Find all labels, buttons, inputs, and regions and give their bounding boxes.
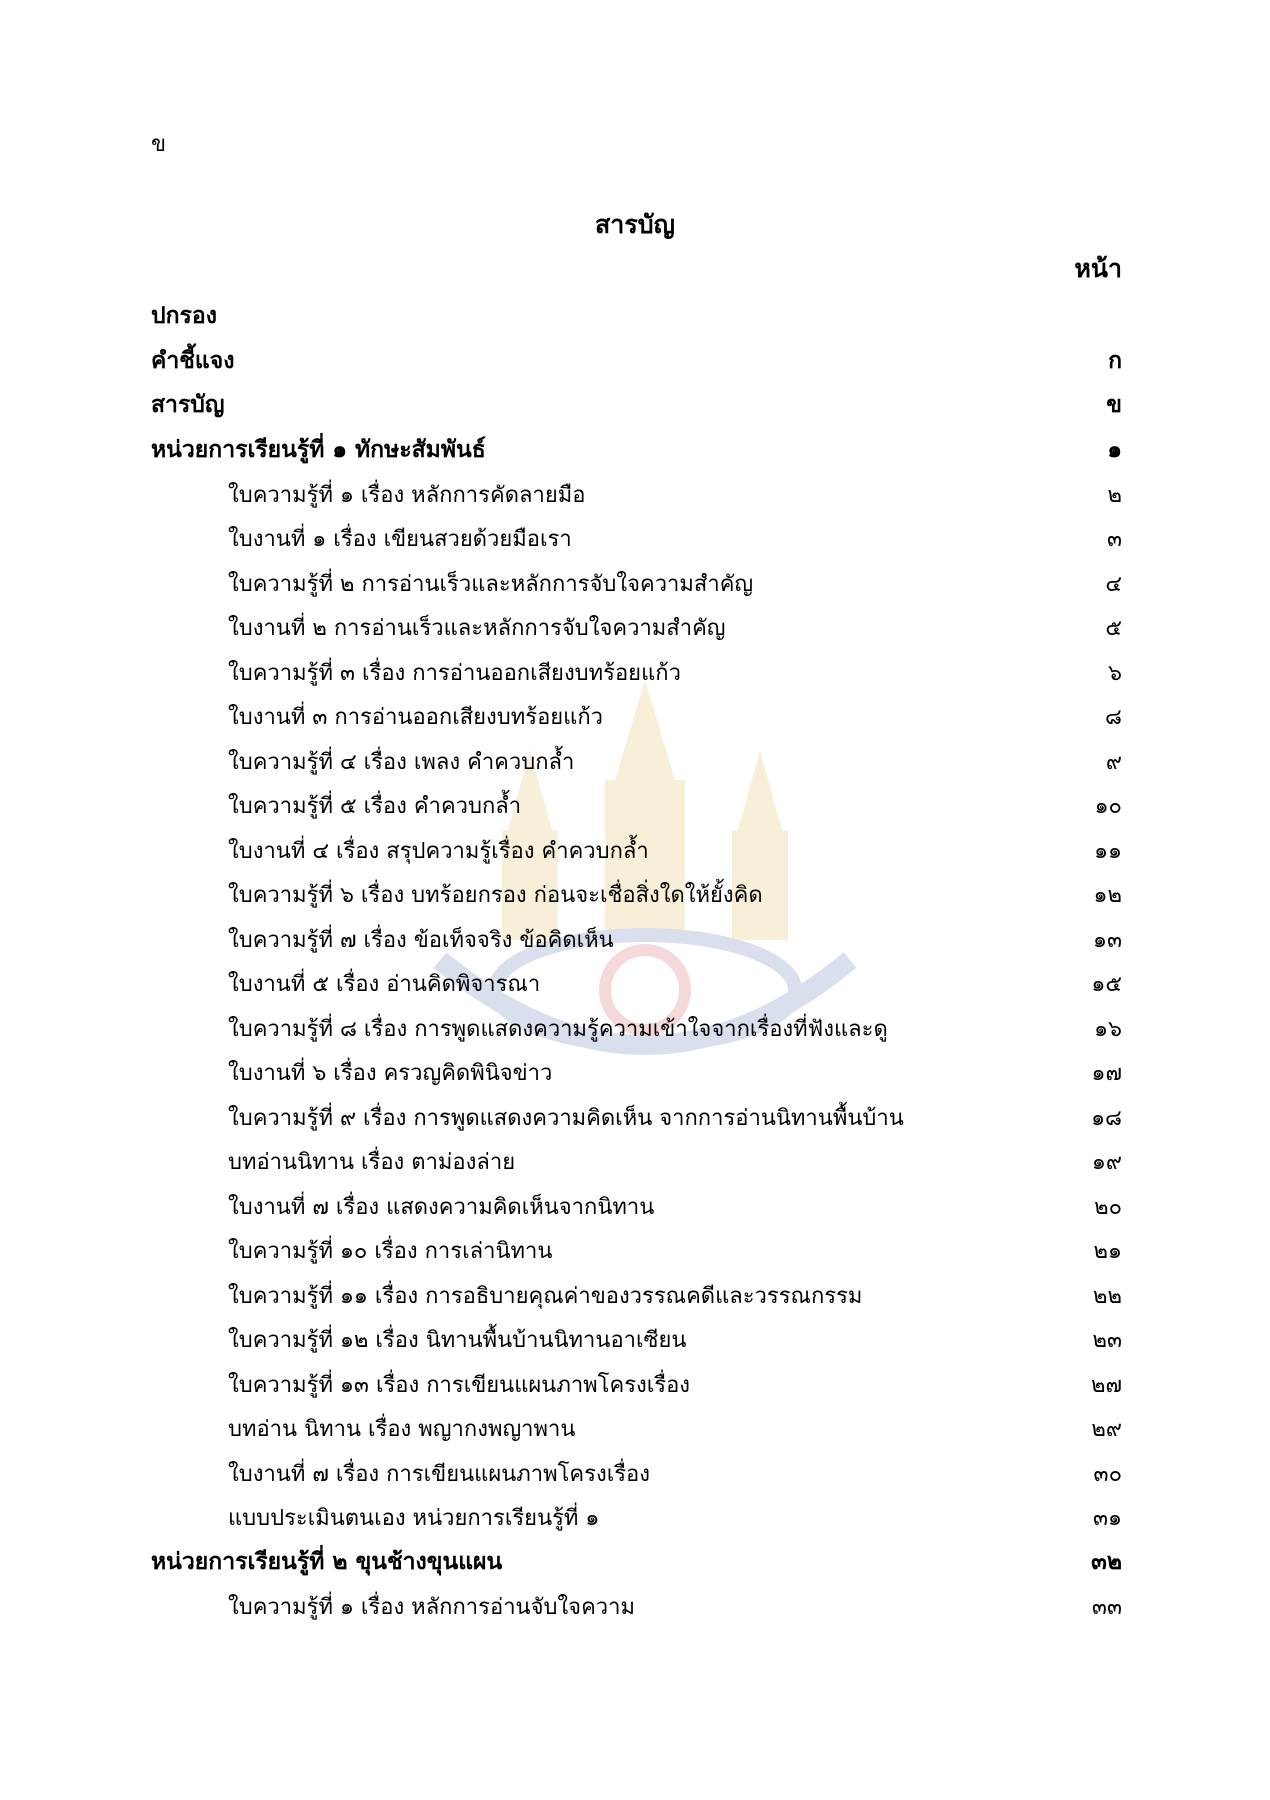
toc-page-number: ๒๙ <box>1091 1417 1122 1443</box>
toc-item-row <box>151 828 1122 873</box>
toc-entry-label: บทอ่านนิทาน เรื่อง ตาม่องล่าย <box>228 1150 516 1176</box>
toc-page-number: ๘ <box>1105 705 1122 731</box>
page-column-header: หน้า <box>1074 254 1122 283</box>
toc-page-number: ๓ <box>1106 527 1122 553</box>
toc-item-row <box>151 606 1122 651</box>
toc-item-row <box>151 695 1122 740</box>
toc-item-row <box>151 873 1122 918</box>
toc-page-number: ๒๐ <box>1094 1194 1122 1220</box>
toc-entry-label: หน่วยการเรียนรู้ที่ ๑ ทักษะสัมพันธ์ <box>151 435 486 463</box>
toc-page-number: ๒๓ <box>1092 1328 1122 1354</box>
toc-entry-label: ใบงานที่ ๑ เรื่อง เขียนสวยด้วยมือเรา <box>228 527 572 553</box>
toc-item-row <box>151 1318 1122 1363</box>
toc-page-number: ๖ <box>1108 660 1122 686</box>
toc-entry-label: ใบงานที่ ๓ การอ่านออกเสียงบทร้อยแก้ว <box>228 705 604 731</box>
toc-page-number: ๒๑ <box>1093 1239 1122 1265</box>
toc-page-number: ข <box>1106 391 1122 419</box>
toc-entry-label: ใบความรู้ที่ ๕ เรื่อง คำควบกล้ำ <box>228 794 522 820</box>
toc-item-row <box>151 1407 1122 1452</box>
toc-page-number: ๓๓ <box>1091 1595 1122 1621</box>
toc-entry-label: ใบความรู้ที่ ๑๒ เรื่อง นิทานพื้นบ้านนิทานอาเซียน <box>228 1328 687 1354</box>
toc-page-number: ๓๐ <box>1093 1461 1122 1487</box>
toc-page-number: ๓๑ <box>1092 1506 1122 1532</box>
toc-page-number: ๒๒ <box>1092 1283 1122 1309</box>
toc-item-row <box>151 1184 1122 1229</box>
toc-entry-label: ใบความรู้ที่ ๙ เรื่อง การพูดแสดงความคิดเห็น จากการอ่านนิทานพื้นบ้าน <box>228 1105 904 1131</box>
toc-item-row <box>151 1585 1122 1630</box>
toc-page-number: ๓๒ <box>1091 1548 1122 1576</box>
document-title: สารบัญ <box>595 210 675 239</box>
toc-entry-label: ใบงานที่ ๖ เรื่อง ครวญคิดพินิจข่าว <box>228 1061 553 1087</box>
toc-page-number: ๑๘ <box>1091 1105 1122 1131</box>
toc-entry-label: คำชี้แจง <box>151 346 235 374</box>
toc-item-row <box>151 561 1122 606</box>
toc-entry-label: ใบงานที่ ๗ เรื่อง แสดงความคิดเห็นจากนิทาน <box>228 1194 655 1220</box>
toc-entry-label: หน่วยการเรียนรู้ที่ ๒ ขุนช้างขุนแผน <box>151 1548 503 1576</box>
toc-entry-label: ใบความรู้ที่ ๔ เรื่อง เพลง คำควบกล้ำ <box>228 749 575 775</box>
toc-entry-label: ใบความรู้ที่ ๑๓ เรื่อง การเขียนแผนภาพโครงเรื่อง <box>228 1372 691 1398</box>
toc-page-number: ๑๕ <box>1091 972 1122 998</box>
page-marker: ข <box>151 132 167 157</box>
toc-entry-label: ใบงานที่ ๗ เรื่อง การเขียนแผนภาพโครงเรื่อง <box>228 1461 650 1487</box>
toc-item-row <box>151 472 1122 517</box>
toc-entry-label: ใบความรู้ที่ ๒ การอ่านเร็วและหลักการจับใจความสำคัญ <box>228 571 754 597</box>
toc-page-number: ๒๗ <box>1090 1372 1122 1398</box>
toc-item-row <box>151 1051 1122 1096</box>
toc-page-number: ๑๙ <box>1091 1150 1122 1176</box>
toc-item-row <box>151 517 1122 562</box>
toc-item-row <box>151 1006 1122 1051</box>
toc-item-row <box>151 917 1122 962</box>
toc-entry-label: ใบงานที่ ๒ การอ่านเร็วและหลักการจับใจความสำคัญ <box>228 616 726 642</box>
toc-entry-label: ใบความรู้ที่ ๑ เรื่อง หลักการคัดลายมือ <box>228 482 586 508</box>
toc-entry-label: ปกรอง <box>151 302 217 330</box>
toc-item-row <box>151 1229 1122 1274</box>
toc-entry-label: ใบงานที่ ๔ เรื่อง สรุปความรู้เรื่อง คำควบกล้ำ <box>228 838 649 864</box>
toc-page-number: ๑๓ <box>1092 927 1122 953</box>
toc-page-number: ๑ <box>1107 435 1122 463</box>
toc-item-row <box>151 1273 1122 1318</box>
toc-entry-label: แบบประเมินตนเอง หน่วยการเรียนรู้ที่ ๑ <box>228 1506 600 1532</box>
toc-page-number: ๑๒ <box>1093 883 1122 909</box>
toc-entry-label: ใบความรู้ที่ ๖ เรื่อง บทร้อยกรอง ก่อนจะเชื่อสิ่งใดให้ยั้งคิด <box>228 883 763 909</box>
toc-page-number: ๑๗ <box>1091 1061 1122 1087</box>
toc-entry-label: ใบความรู้ที่ ๘ เรื่อง การพูดแสดงความรู้ความเข้าใจจากเรื่องที่ฟังและดู <box>228 1016 888 1042</box>
toc-item-row <box>151 784 1122 829</box>
toc-page-number: ๔ <box>1105 571 1122 597</box>
toc-page-number: ๕ <box>1105 616 1122 642</box>
toc-heading-row <box>151 294 1122 339</box>
toc-heading-row <box>151 428 1122 473</box>
toc-item-row <box>151 739 1122 784</box>
toc-item-row <box>151 1496 1122 1541</box>
table-of-contents <box>151 294 1122 1629</box>
toc-item-row <box>151 650 1122 695</box>
toc-page-number: ๑๖ <box>1094 1016 1122 1042</box>
toc-page-number: ก <box>1108 346 1122 374</box>
toc-entry-label: ใบความรู้ที่ ๓ เรื่อง การอ่านออกเสียงบทร้อยแก้ว <box>228 660 681 686</box>
toc-page-number: ๑๐ <box>1094 794 1122 820</box>
toc-page-number: ๑๑ <box>1094 838 1122 864</box>
toc-item-row <box>151 1095 1122 1140</box>
toc-heading-row <box>151 383 1122 428</box>
toc-item-row <box>151 1362 1122 1407</box>
toc-page-number: ๙ <box>1105 749 1122 775</box>
toc-item-row <box>151 1451 1122 1496</box>
toc-entry-label: ใบความรู้ที่ ๑ เรื่อง หลักการอ่านจับใจความ <box>228 1595 635 1621</box>
toc-page-number: ๒ <box>1107 482 1122 508</box>
toc-entry-label: ใบความรู้ที่ ๑๐ เรื่อง การเล่านิทาน <box>228 1239 553 1265</box>
toc-entry-label: ใบความรู้ที่ ๑๑ เรื่อง การอธิบายคุณค่าของวรรณคดีและวรรณกรรม <box>228 1283 863 1309</box>
toc-item-row <box>151 962 1122 1007</box>
toc-entry-label: ใบความรู้ที่ ๗ เรื่อง ข้อเท็จจริง ข้อคิดเห็น <box>228 927 614 953</box>
toc-entry-label: บทอ่าน นิทาน เรื่อง พญากงพญาพาน <box>228 1417 576 1443</box>
toc-heading-row <box>151 1540 1122 1585</box>
toc-entry-label: สารบัญ <box>151 391 225 419</box>
toc-entry-label: ใบงานที่ ๕ เรื่อง อ่านคิดพิจารณา <box>228 972 541 998</box>
toc-item-row <box>151 1140 1122 1185</box>
toc-heading-row <box>151 339 1122 384</box>
